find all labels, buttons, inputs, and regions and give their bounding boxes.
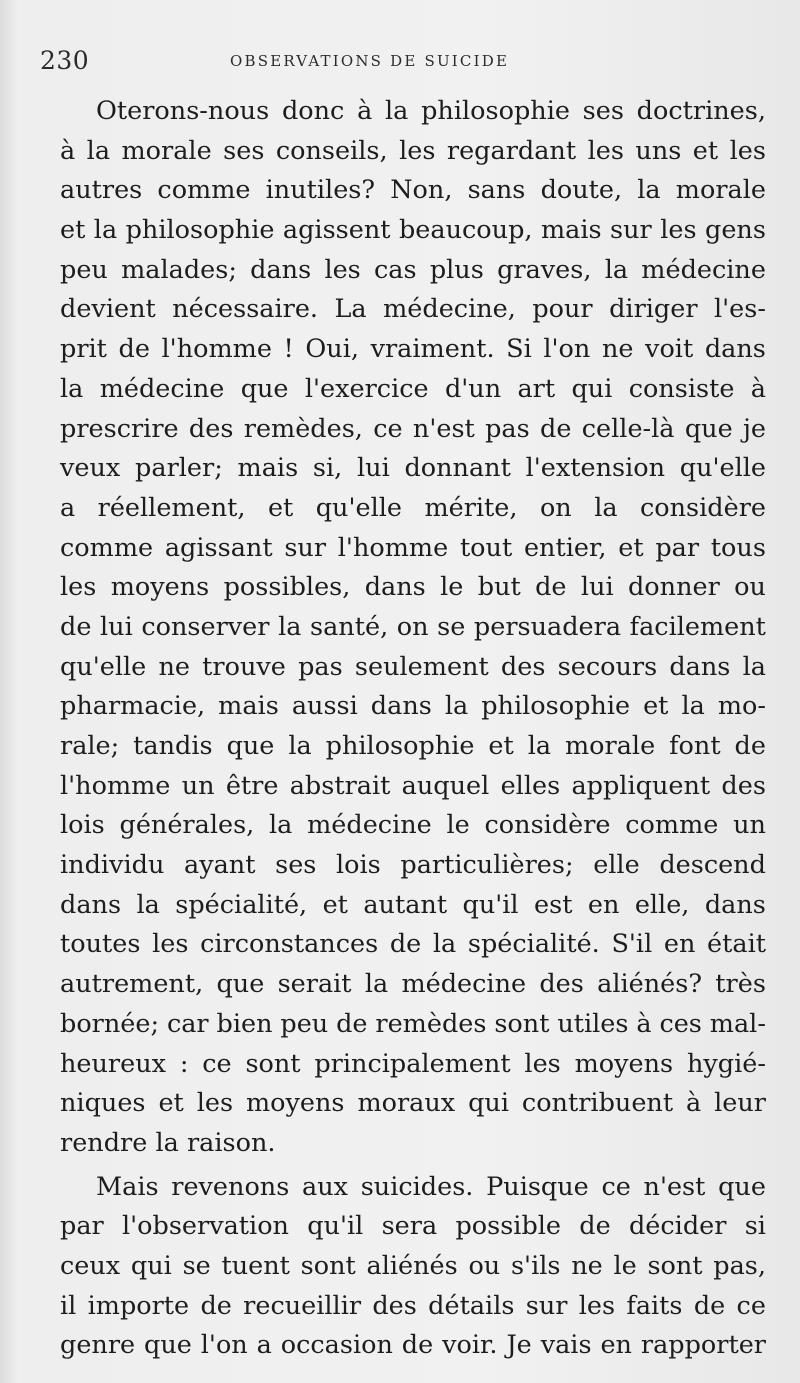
text-line: il importe de recueillir des détails sur les faits de ce [60, 1290, 766, 1321]
text-line: ceux qui se tuent sont aliénés ou s'ils ne le sont pas, [60, 1250, 766, 1281]
text-line: toutes les circonstances de la spécialité. S'il en était [60, 929, 766, 960]
text-line: bornée; car bien peu de remèdes sont utiles à ces mal- [60, 1008, 766, 1039]
text-line: la médecine que l'exercice d'un art qui consiste à [60, 373, 766, 404]
text-line: comme agissant sur l'homme tout entier, et par tous [60, 532, 766, 563]
paragraph [60, 92, 766, 1164]
text-line: de lui conserver la santé, on se persuadera facilement [60, 611, 766, 642]
text-line: rale; tandis que la philosophie et la morale font de [60, 731, 766, 761]
body-text [60, 92, 766, 1366]
text-line: prit de l'homme ! Oui, vraiment. Si l'on ne voit dans [60, 334, 766, 365]
text-line: a réellement, et qu'elle mérite, on la considère [60, 492, 766, 523]
text-line: individu ayant ses lois particulières; elle descend [60, 850, 766, 881]
text-line: rendre la raison. [60, 1127, 276, 1158]
page-header [40, 46, 760, 76]
text-line: autres comme inutiles? Non, sans doute, la morale [60, 175, 766, 206]
text-line: à la morale ses conseils, les regardant les uns et les [60, 135, 766, 166]
text-line: devient nécessaire. La médecine, pour diriger l'es- [60, 294, 766, 325]
text-line: autrement, que serait la médecine des aliénés? très [60, 969, 766, 1000]
text-line: dans la spécialité, et autant qu'il est en elle, dans [60, 889, 766, 920]
text-line: pharmacie, mais aussi dans la philosophie et la mo- [60, 691, 766, 722]
running-head: OBSERVATIONS DE SUICIDE [230, 52, 510, 70]
text-line: Mais revenons aux suicides. Puisque ce n'est que [96, 1171, 766, 1202]
text-line: niques et les moyens moraux qui contribuent à leur [60, 1088, 766, 1119]
text-line: lois générales, la médecine le considère comme un [60, 810, 766, 841]
text-line: peu malades; dans les cas plus graves, la médecine [60, 254, 766, 285]
text-line: les moyens possibles, dans le but de lui donner ou [60, 572, 766, 603]
text-line: l'homme un être abstrait auquel elles appliquent des [60, 770, 766, 801]
text-line: heureux : ce sont principalement les moyens hygié- [60, 1048, 766, 1079]
text-line: et la philosophie agissent beaucoup, mais sur les gens [60, 215, 766, 246]
text-line: veux parler; mais si, lui donnant l'extension qu'elle [60, 453, 766, 484]
page-number: 230 [40, 46, 90, 75]
paragraph [60, 1168, 766, 1366]
text-line: genre que l'on a occasion de voir. Je vais en rapporter [60, 1330, 766, 1361]
text-line: qu'elle ne trouve pas seulement des secours dans la [60, 651, 766, 682]
text-line: prescrire des remèdes, ce n'est pas de celle-là que je [60, 413, 766, 444]
text-line: par l'observation qu'il sera possible de décider si [60, 1211, 766, 1242]
text-line: Oterons-nous donc à la philosophie ses doctrines, [96, 96, 766, 126]
